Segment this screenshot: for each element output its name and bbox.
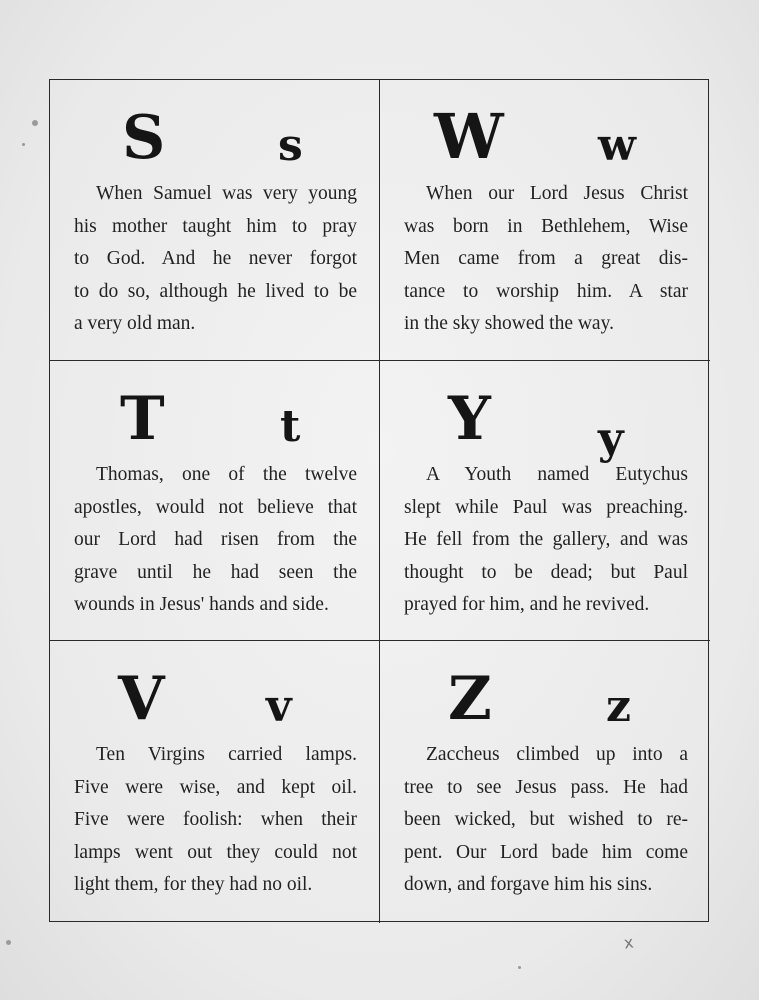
card-text (404, 459, 688, 622)
lowercase-letter: s (278, 120, 303, 171)
text-line: Ten Virgins carried lamps. (96, 744, 357, 765)
text-line: our Lord had risen from the (74, 529, 357, 550)
text-line: was born in Bethlehem, Wise (404, 215, 688, 237)
text-line: tree to see Jesus pass. He had (404, 776, 688, 798)
text-line: lamps went out they could not (74, 841, 357, 863)
pencil-mark: x (622, 932, 635, 953)
text-line: Five were foolish: when their (74, 809, 357, 830)
text-line: When Samuel was very young (96, 183, 357, 204)
text-line: in the sky showed the way. (404, 313, 614, 334)
text-line: to do so, although he lived to be (74, 280, 357, 302)
uppercase-letter: Z (448, 664, 492, 734)
uppercase-letter: Y (448, 384, 491, 454)
letter-pair (50, 383, 379, 454)
lowercase-letter: v (266, 681, 292, 732)
text-line: a very old man. (74, 313, 196, 334)
lowercase-letter: z (606, 681, 631, 732)
card-v (50, 641, 380, 923)
uppercase-letter: S (122, 103, 166, 173)
text-line: thought to be dead; but Paul (404, 561, 688, 583)
text-line: light them, for they had no oil. (74, 874, 313, 895)
card-text (74, 739, 357, 902)
text-line: Zaccheus climbed up into a (426, 744, 688, 765)
lowercase-letter: w (598, 120, 636, 171)
text-line: Men came from a great dis- (404, 248, 688, 269)
uppercase-letter: V (118, 664, 165, 734)
letter-pair (50, 102, 379, 173)
lowercase-letter: t (280, 401, 301, 452)
text-line: to God. And he never forgot (74, 248, 357, 269)
letter-pair (380, 383, 710, 464)
card-text (404, 178, 688, 341)
card-text (74, 178, 357, 341)
text-line: apostles, would not believe that (74, 496, 357, 518)
text-line: Five were wise, and kept oil. (74, 776, 357, 798)
text-line: down, and forgave him his sins. (404, 874, 653, 895)
letter-pair (380, 100, 710, 173)
uppercase-letter: W (434, 100, 504, 173)
uppercase-letter: T (120, 384, 165, 454)
card-s (50, 80, 380, 361)
letter-pair (380, 663, 710, 734)
text-line: grave until he had seen the (74, 561, 357, 583)
text-line: prayed for him, and he revived. (404, 594, 650, 615)
text-line: wounds in Jesus' hands and side. (74, 594, 329, 615)
text-line: He fell from the gallery, and was (404, 529, 688, 550)
text-line: When our Lord Jesus Christ (426, 183, 688, 204)
paper-speck (32, 120, 38, 126)
text-line: A Youth named Eutychus (426, 464, 688, 485)
paper-speck (22, 143, 25, 146)
text-line: slept while Paul was preaching. (404, 496, 688, 518)
card-z (380, 641, 710, 923)
text-line: pent. Our Lord bade him come (404, 841, 688, 863)
card-w (380, 80, 710, 361)
text-line: Thomas, one of the twelve (96, 464, 357, 485)
text-line: his mother taught him to pray (74, 215, 357, 237)
lowercase-letter: y (598, 413, 624, 464)
card-text (404, 739, 688, 902)
card-y (380, 361, 710, 641)
paper-speck (518, 966, 521, 969)
letter-pair (50, 663, 379, 734)
text-line: been wicked, but wished to re- (404, 809, 688, 830)
alphabet-card-grid (49, 79, 709, 922)
text-line: tance to worship him. A star (404, 280, 688, 302)
card-text (74, 459, 357, 622)
card-t (50, 361, 380, 641)
paper-speck (6, 940, 11, 945)
